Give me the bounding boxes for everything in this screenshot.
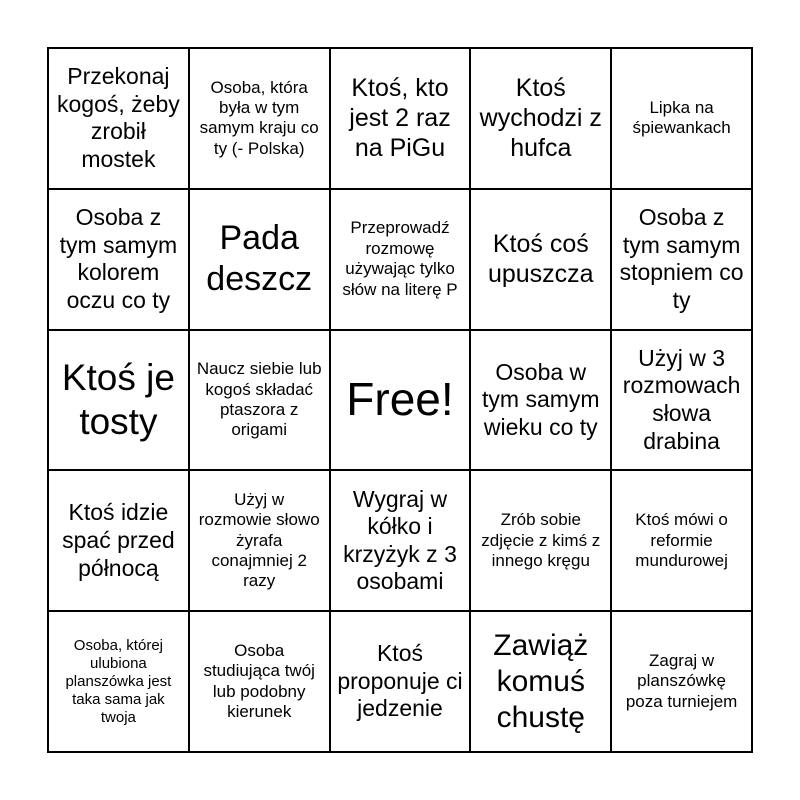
- bingo-cell[interactable]: Ktoś wychodzi z hufca: [470, 48, 611, 189]
- bingo-cell[interactable]: Wygraj w kółko i krzyżyk z 3 osobami: [330, 470, 471, 611]
- bingo-cell[interactable]: Zawiąż komuś chustę: [470, 611, 611, 752]
- bingo-cell[interactable]: Osoba, której ulubiona planszówka jest taka sama jak twoja: [48, 611, 189, 752]
- bingo-cell[interactable]: Zagraj w planszówkę poza turniejem: [611, 611, 752, 752]
- bingo-cell[interactable]: Przekonaj kogoś, żeby zrobił mostek: [48, 48, 189, 189]
- bingo-cell[interactable]: Ktoś coś upuszcza: [470, 189, 611, 330]
- bingo-free-cell[interactable]: Free!: [330, 330, 471, 471]
- bingo-cell[interactable]: Lipka na śpiewankach: [611, 48, 752, 189]
- bingo-cell[interactable]: Ktoś je tosty: [48, 330, 189, 471]
- bingo-cell[interactable]: Przeprowadź rozmowę używając tylko słów na literę P: [330, 189, 471, 330]
- bingo-cell[interactable]: Osoba, która była w tym samym kraju co ty (- Polska): [189, 48, 330, 189]
- bingo-cell[interactable]: Ktoś mówi o reformie mundurowej: [611, 470, 752, 611]
- bingo-board: [47, 47, 753, 753]
- bingo-cell[interactable]: Osoba z tym samym stopniem co ty: [611, 189, 752, 330]
- bingo-cell[interactable]: Ktoś proponuje ci jedzenie: [330, 611, 471, 752]
- bingo-cell[interactable]: Pada deszcz: [189, 189, 330, 330]
- bingo-cell[interactable]: Osoba studiująca twój lub podobny kierunek: [189, 611, 330, 752]
- bingo-cell[interactable]: Zrób sobie zdjęcie z kimś z innego kręgu: [470, 470, 611, 611]
- bingo-cell[interactable]: Ktoś idzie spać przed północą: [48, 470, 189, 611]
- bingo-cell[interactable]: Osoba z tym samym kolorem oczu co ty: [48, 189, 189, 330]
- bingo-cell[interactable]: Użyj w rozmowie słowo żyrafa conajmniej 2 razy: [189, 470, 330, 611]
- bingo-cell[interactable]: Naucz siebie lub kogoś składać ptaszora z origami: [189, 330, 330, 471]
- bingo-cell[interactable]: Ktoś, kto jest 2 raz na PiGu: [330, 48, 471, 189]
- bingo-cell[interactable]: Osoba w tym samym wieku co ty: [470, 330, 611, 471]
- bingo-cell[interactable]: Użyj w 3 rozmowach słowa drabina: [611, 330, 752, 471]
